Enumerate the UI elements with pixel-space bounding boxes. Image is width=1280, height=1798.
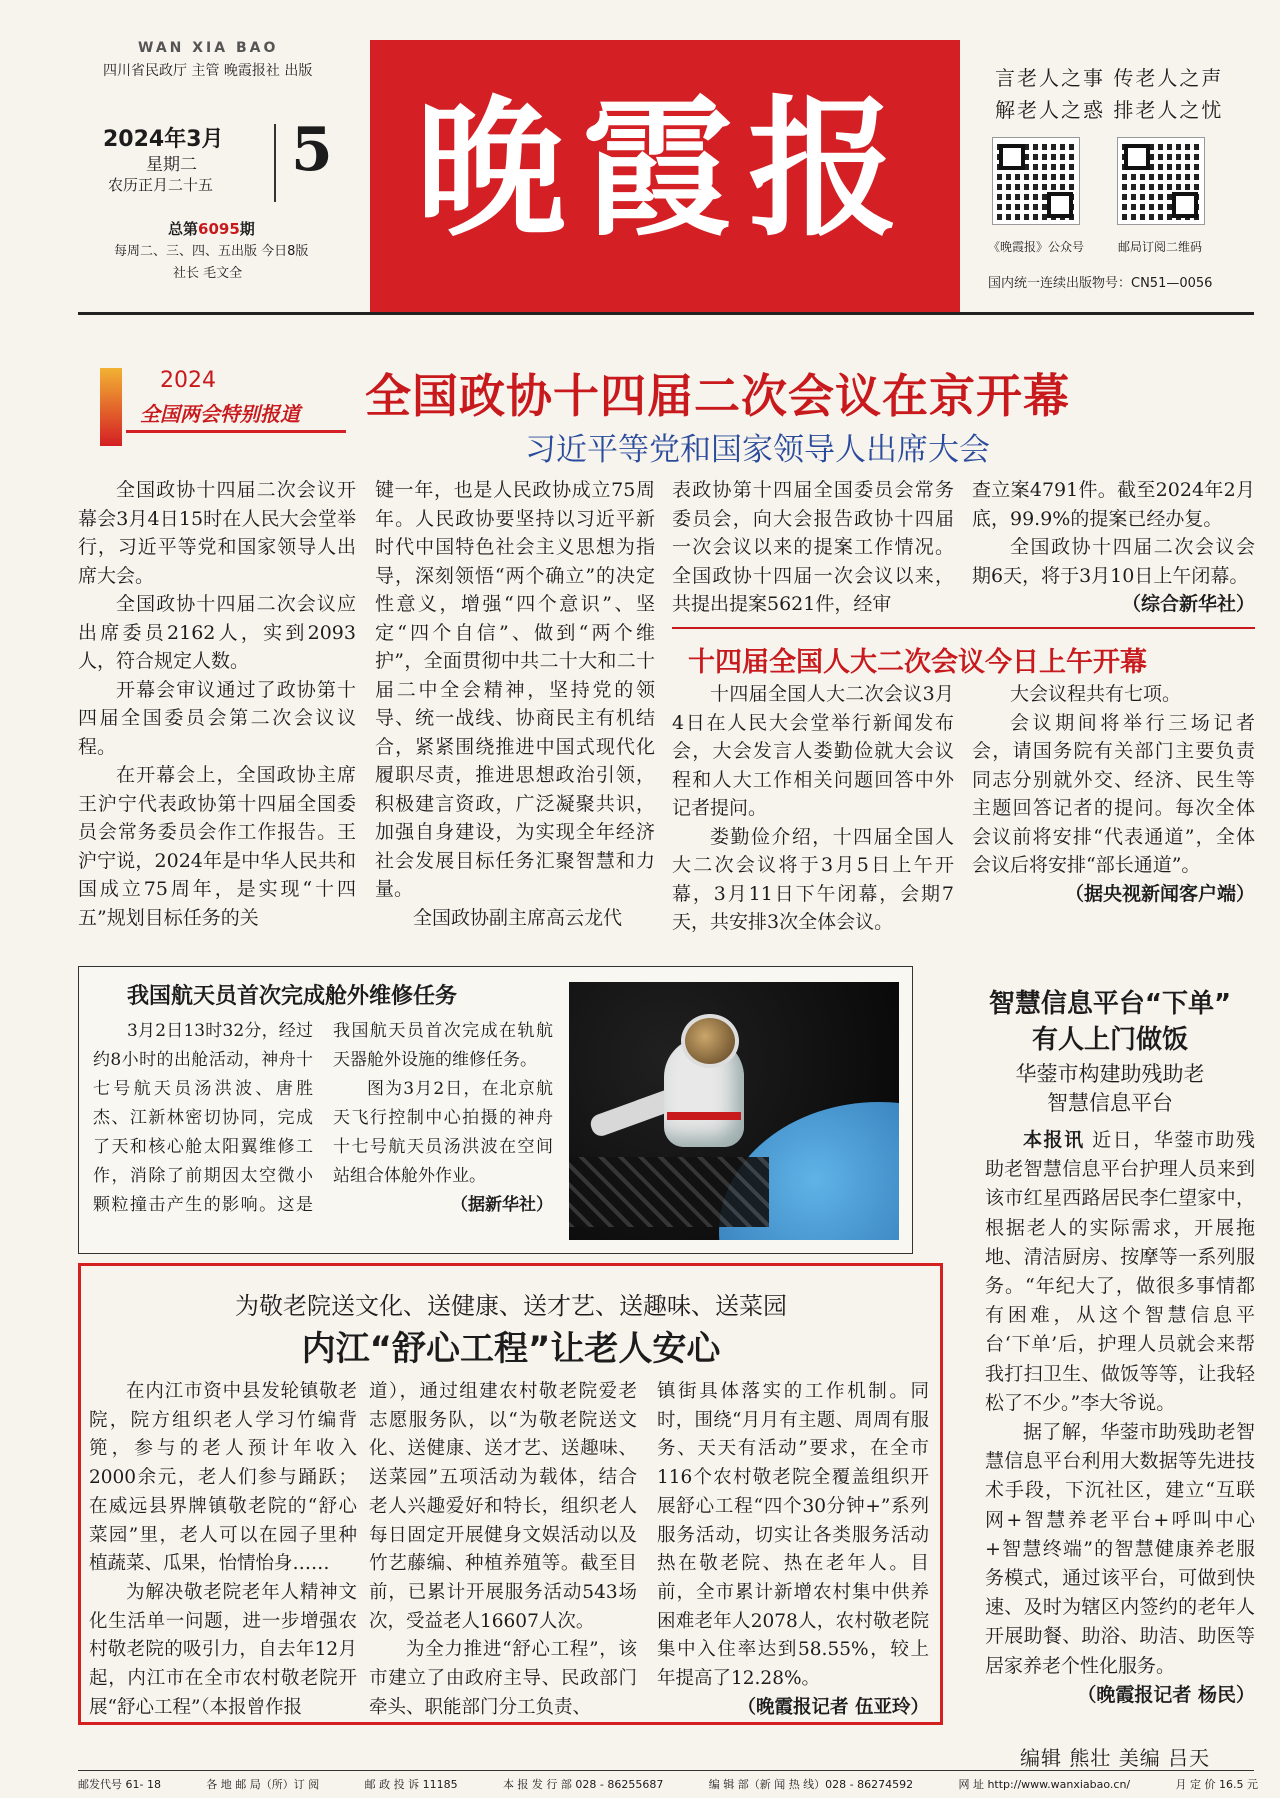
issue-date: 2024年3月 [103,127,224,152]
badge-underline [126,430,346,433]
npc-story-column-1 [672,680,954,937]
story-source: （晚霞报记者 伍亚玲） [737,1696,929,1718]
pinyin-title: WAN XIA BAO [138,40,279,56]
news-lead: 本报讯 [1023,1129,1085,1151]
paragraph: 镇街具体落实的工作机制。同时，围绕“月月有主题、周周有服务、天天有活动”要求，在全市116个农村敬老院全覆盖组织开展舒心工程“四个30分钟+”系列服务活动，切实让各类服务活动热在敬老院、热在老年人。目前，全市累计新增农村集中供养困难老年人2078人，农村敬老院集中入住率达到58.55%，较上年提高了12.28%。 [657,1381,929,1690]
lead-story-column-4 [972,476,1255,619]
badge-year: 2024 [160,368,216,393]
subscribe-info: 各 地 邮 局（所）订 阅 [206,1778,320,1791]
footer-divider [78,1770,1254,1771]
paragraph: 键一年，也是人民政协成立75周年。人民政协要坚持以习近平新时代中国特色社会主义思想为指导，深刻领悟“两个确立”的决定性意义，增强“四个意识”、坚定“四个自信”、做到“两个维护”，全面贯彻中共二十大和二十届二中全会精神，坚持党的领导、统一战线、协商民主有机结合，紧紧围绕推进中国式现代化履职尽责，推进思想政治引领，积极建言资政，广泛凝聚共识，加强自身建设，为实现全年经济社会发展目标任务汇聚智慧和力量。 [375,479,655,900]
helmet-shape [681,1014,739,1068]
issue-number: 总第6095期 [168,220,255,238]
huaying-headline-line-1[interactable]: 智慧信息平台“下单” [988,989,1232,1019]
date-divider [274,124,276,202]
astronaut-story-box [78,966,913,1254]
paragraph-text: 近日，华蓥市助残助老智慧信息平台护理人员来到该市红星西路居民李仁望家中，根据老人的实际需求，开展拖地、清洁厨房、按摩等一系列服务。“年纪大了，做很多事情都有困难，从这个智慧信息平台‘下单’后，护理人员就会来帮我打扫卫生、做饭等等，让我轻松了不少。”李大爷说。 [985,1129,1255,1414]
masthead-info [78,40,368,290]
paragraph: 在内江市资中县发轮镇敬老院，院方组织老人学习竹编背篼，参与的老人预计年收入2000余元，老人们参与踊跃；在威远县界牌镇敬老院的“舒心菜园”里，老人可以在园子里种植蔬菜、瓜果，怡情怡身…… [89,1381,357,1575]
astronaut-spacewalk-photo [569,982,899,1240]
paragraph: 为全力推进“舒心工程”，该市建立了由政府主导、民政部门牵头、职能部门分工负责、 [369,1639,637,1718]
neijiang-column-1 [89,1378,357,1722]
cn-serial-number: 国内统一连续出版物号：CN51—0056 [988,276,1213,291]
torch-flag-icon [100,368,122,446]
spacesuit-stripe-shape [667,1112,741,1120]
story-source: （据新华社） [451,1195,553,1215]
paragraph: 全国政协十四届二次会议开幕会3月4日15时在人民大会堂举行，习近平等党和国家领导人出席大会。 [78,479,356,587]
station-truss-shape [569,1157,769,1227]
publisher-line: 四川省民政厅 主管 晚霞报社 出版 [103,63,313,79]
lead-headline[interactable]: 全国政协十四届二次会议在京开幕 [365,369,1070,423]
wechat-qr-caption: 《晚霞报》公众号 [988,240,1085,254]
website-link[interactable]: 网 址 http://www.wanxiabao.cn/ [958,1778,1131,1791]
paragraph: 全国政协十四届二次会议应出席委员2162人，实到2093人，符合规定人数。 [78,593,356,672]
wechat-qr-code-icon[interactable] [993,138,1079,224]
footer-bar [78,1776,1258,1792]
story-source: （据央视新闻客户端） [1064,882,1255,905]
postal-code: 邮发代号 61- 18 [78,1778,161,1791]
lunar-date: 农历正月二十五 [108,176,214,194]
issue-day: 5 [291,115,333,185]
subscription-qr-code-icon[interactable] [1118,138,1204,224]
paragraph: 据了解，华蓥市助残助老智慧信息平台利用大数据等先进技术手段，下沉社区，建立“互联网+智慧养老平台+呼叫中心+智慧终端”的智慧健康养老服务模式，通过该平台，可做到快速、及时为辖区内签约的老年人开展助餐、助浴、助洁、助医等居家养老个性化服务。 [985,1421,1255,1677]
neijiang-column-2 [369,1378,637,1722]
neijiang-column-3 [657,1378,929,1722]
paragraph: 为解决敬老院老年人精神文化生活单一问题，进一步增强农村敬老院的吸引力，自去年12月起，内江市在全市农村敬老院开展“舒心工程”（本报曾作报 [89,1581,357,1718]
paragraph: 图为3月2日，在北京航天飞行控制中心拍摄的神舟十七号航天员汤洪波在空间站组合体舱外作业。 [333,1079,553,1186]
paragraph: 表政协第十四届全国委员会常务委员会，向大会报告政协十四届一次会议以来的提案工作情况。全国政协十四届一次会议以来，共提出提案5621件，经审 [672,479,954,615]
newspaper-logo [370,40,960,312]
astronaut-story-text [93,1017,553,1220]
npc-story-column-2 [972,680,1255,908]
story-source: （晚霞报记者 杨民） [1077,1683,1255,1706]
paragraph: 大会议程共有七项。 [1010,683,1182,705]
paragraph [985,1126,1255,1418]
lead-story-column-1 [78,476,356,932]
huaying-subheadline-line-2: 智慧信息平台 [1047,1091,1173,1115]
distribution-phone: 本 报 发 行 部 028 - 86255687 [502,1778,664,1791]
complaint-hotline: 邮 政 投 诉 11185 [364,1778,458,1791]
paragraph: 会议期间将举行三场记者会，请国务院有关部门主要负责同志分别就外交、经济、民生等主题回答记者的提问。每次全体会议前将安排“代表通道”，全体会议后将安排“部长通道”。 [972,711,1255,876]
publishing-schedule: 每周二、三、四、五出版 今日8版 [114,244,309,259]
paragraph: 查立案4791件。截至2024年2月底，99.9%的提案已经办复。 [972,479,1255,530]
paragraph: 全国政协十四届二次会议会期6天，将于3月10日上午闭幕。 [972,536,1255,587]
special-report-badge [100,368,348,446]
issue-weekday: 星期二 [146,155,197,175]
subscription-qr-caption: 邮局订阅二维码 [1118,240,1203,254]
paragraph: 娄勤俭介绍，十四届全国人大二次会议将于3月5日上午开幕，3月11日下午闭幕，会期7天，共安排3次全体会议。 [672,825,954,933]
president-line: 社长 毛文全 [173,266,243,281]
neijiang-story-box [78,1263,943,1725]
paragraph: 3月2日13时32分，经过约8小时的出舱活动，神舟十七号航天员汤洪波、唐胜杰、江新林密切协同，完成了天和核心舱太阳翼维修工作，消除了前期因太空微小颗粒撞击产生的影响。这是我国航天员首次完成在轨航天器舱外设施的维修任务。 [93,1021,553,1215]
monthly-price: 月 定 价 16.5 元 [1175,1778,1258,1791]
lead-story-column-2 [375,476,655,932]
masthead-divider [78,312,1254,315]
npc-headline[interactable]: 十四届全国人大二次会议今日上午开幕 [688,647,1147,678]
badge-label: 全国两会特别报道 [140,402,300,426]
lead-subheadline: 习近平等党和国家领导人出席大会 [525,432,990,468]
lead-story-column-3 [672,476,954,619]
paragraph: 十四届全国人大二次会议3月4日在人民大会堂举行新闻发布会，大会发言人娄勤俭就大会议程和人大工作相关问题回答中外记者提问。 [672,683,954,819]
logo-text: 晚霞报 [415,81,914,257]
paragraph: 全国政协副主席高云龙代 [413,906,623,929]
slogan-line-1: 言老人之事 传老人之声 [995,66,1224,90]
section-divider [672,627,1255,629]
paragraph: 开幕会审议通过了政协第十四届全国委员会第二次会议议程。 [78,678,356,758]
editor-credits: 编辑 熊壮 美编 吕天 [1020,1746,1211,1770]
story-source: （综合新华社） [1121,593,1255,615]
neijiang-headline[interactable]: 内江“舒心工程”让老人安心 [301,1329,721,1369]
huaying-story-text [985,1126,1255,1710]
huaying-subheadline-line-1: 华蓥市构建助残助老 [1015,1062,1205,1086]
neijiang-kicker: 为敬老院送文化、送健康、送才艺、送趣味、送菜园 [235,1292,787,1320]
astronaut-headline[interactable]: 我国航天员首次完成舱外维修任务 [127,984,458,1009]
editorial-phone: 编 辑 部（新 闻 热 线）028 - 86274592 [708,1778,914,1791]
paragraph: 在开幕会上，全国政协主席王沪宁代表政协第十四届全国委员会常务委员会作工作报告。王沪宁说，2024年是中华人民共和国成立75周年，是实现“十四五”规划目标任务的关 [78,764,356,929]
slogan-line-2: 解老人之惑 排老人之忧 [995,98,1224,122]
huaying-headline-line-2[interactable]: 有人上门做饭 [1031,1025,1188,1055]
paragraph: 道），通过组建农村敬老院爱老志愿服务队，以“为敬老院送文化、送健康、送才艺、送趣味、送菜园”五项活动为载体，结合老人兴趣爱好和特长，组织老人每日固定开展健身文娱活动以及竹艺藤编、种植养殖等。截至目前，已累计开展服务活动543场次，受益老人16607人次。 [369,1381,637,1632]
